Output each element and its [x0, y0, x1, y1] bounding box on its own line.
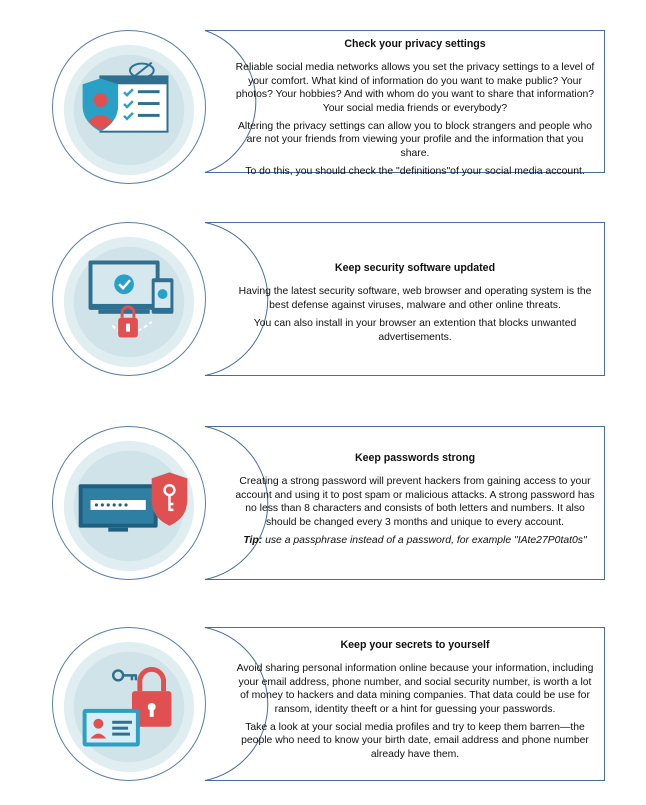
- paragraph: You can also install in your browser an extention that blocks unwanted advertisements.: [253, 318, 577, 343]
- paragraph: Creating a strong password will prevent hackers from gaining access to your account and using it to post spam or malicious attacks. A strong password has no less than 8 characters and consists of both letters and numbers. It also should be changed every 3 months and unique to every account.: [235, 476, 595, 528]
- section-title: Keep your secrets to yourself: [340, 639, 490, 651]
- privacy-settings-icon: [52, 30, 206, 184]
- paragraph: Reliable social media networks allows you set the privacy settings to a level of your comfort. What kind of information do you want to make public? Your photos? Your hobbies? And with whom do you want to share that information? Your social media friends or everybody?: [235, 62, 595, 114]
- tip-label: Tip:: [243, 535, 263, 547]
- paragraph: Altering the privacy settings can allow you to block strangers and people who are not your friends from viewing your profile and the information that you share.: [237, 121, 593, 159]
- secrets-lock-icon: [52, 627, 206, 781]
- section-title: Check your privacy settings: [344, 38, 486, 50]
- tip-line: [233, 534, 597, 547]
- paragraph: Having the latest security software, web browser and operating system is the best defense against viruses, malware and other online threats.: [238, 286, 592, 311]
- section-title: Keep passwords strong: [354, 452, 476, 464]
- section-title: Keep security software updated: [334, 262, 496, 274]
- password-icon: [52, 426, 206, 580]
- tip-text: use a passphrase instead of a password, for example "IAte27P0tat0s": [262, 535, 587, 547]
- paragraph: Avoid sharing personal information online because your information, including your email address, phone number, and social security number, is worth a lot of money to hackers and data mining companies. That data could be use for ransom, identity theeft or a hint for guessing your passwords.: [236, 663, 594, 715]
- paragraph: To do this, you should check the "definitions"of your social media account.: [245, 166, 585, 178]
- paragraph: Take a look at your social media profiles and try to keep them barren—the people who need to know your birth date, email address and phone number already have them.: [241, 722, 589, 760]
- security-software-icon: [52, 222, 206, 376]
